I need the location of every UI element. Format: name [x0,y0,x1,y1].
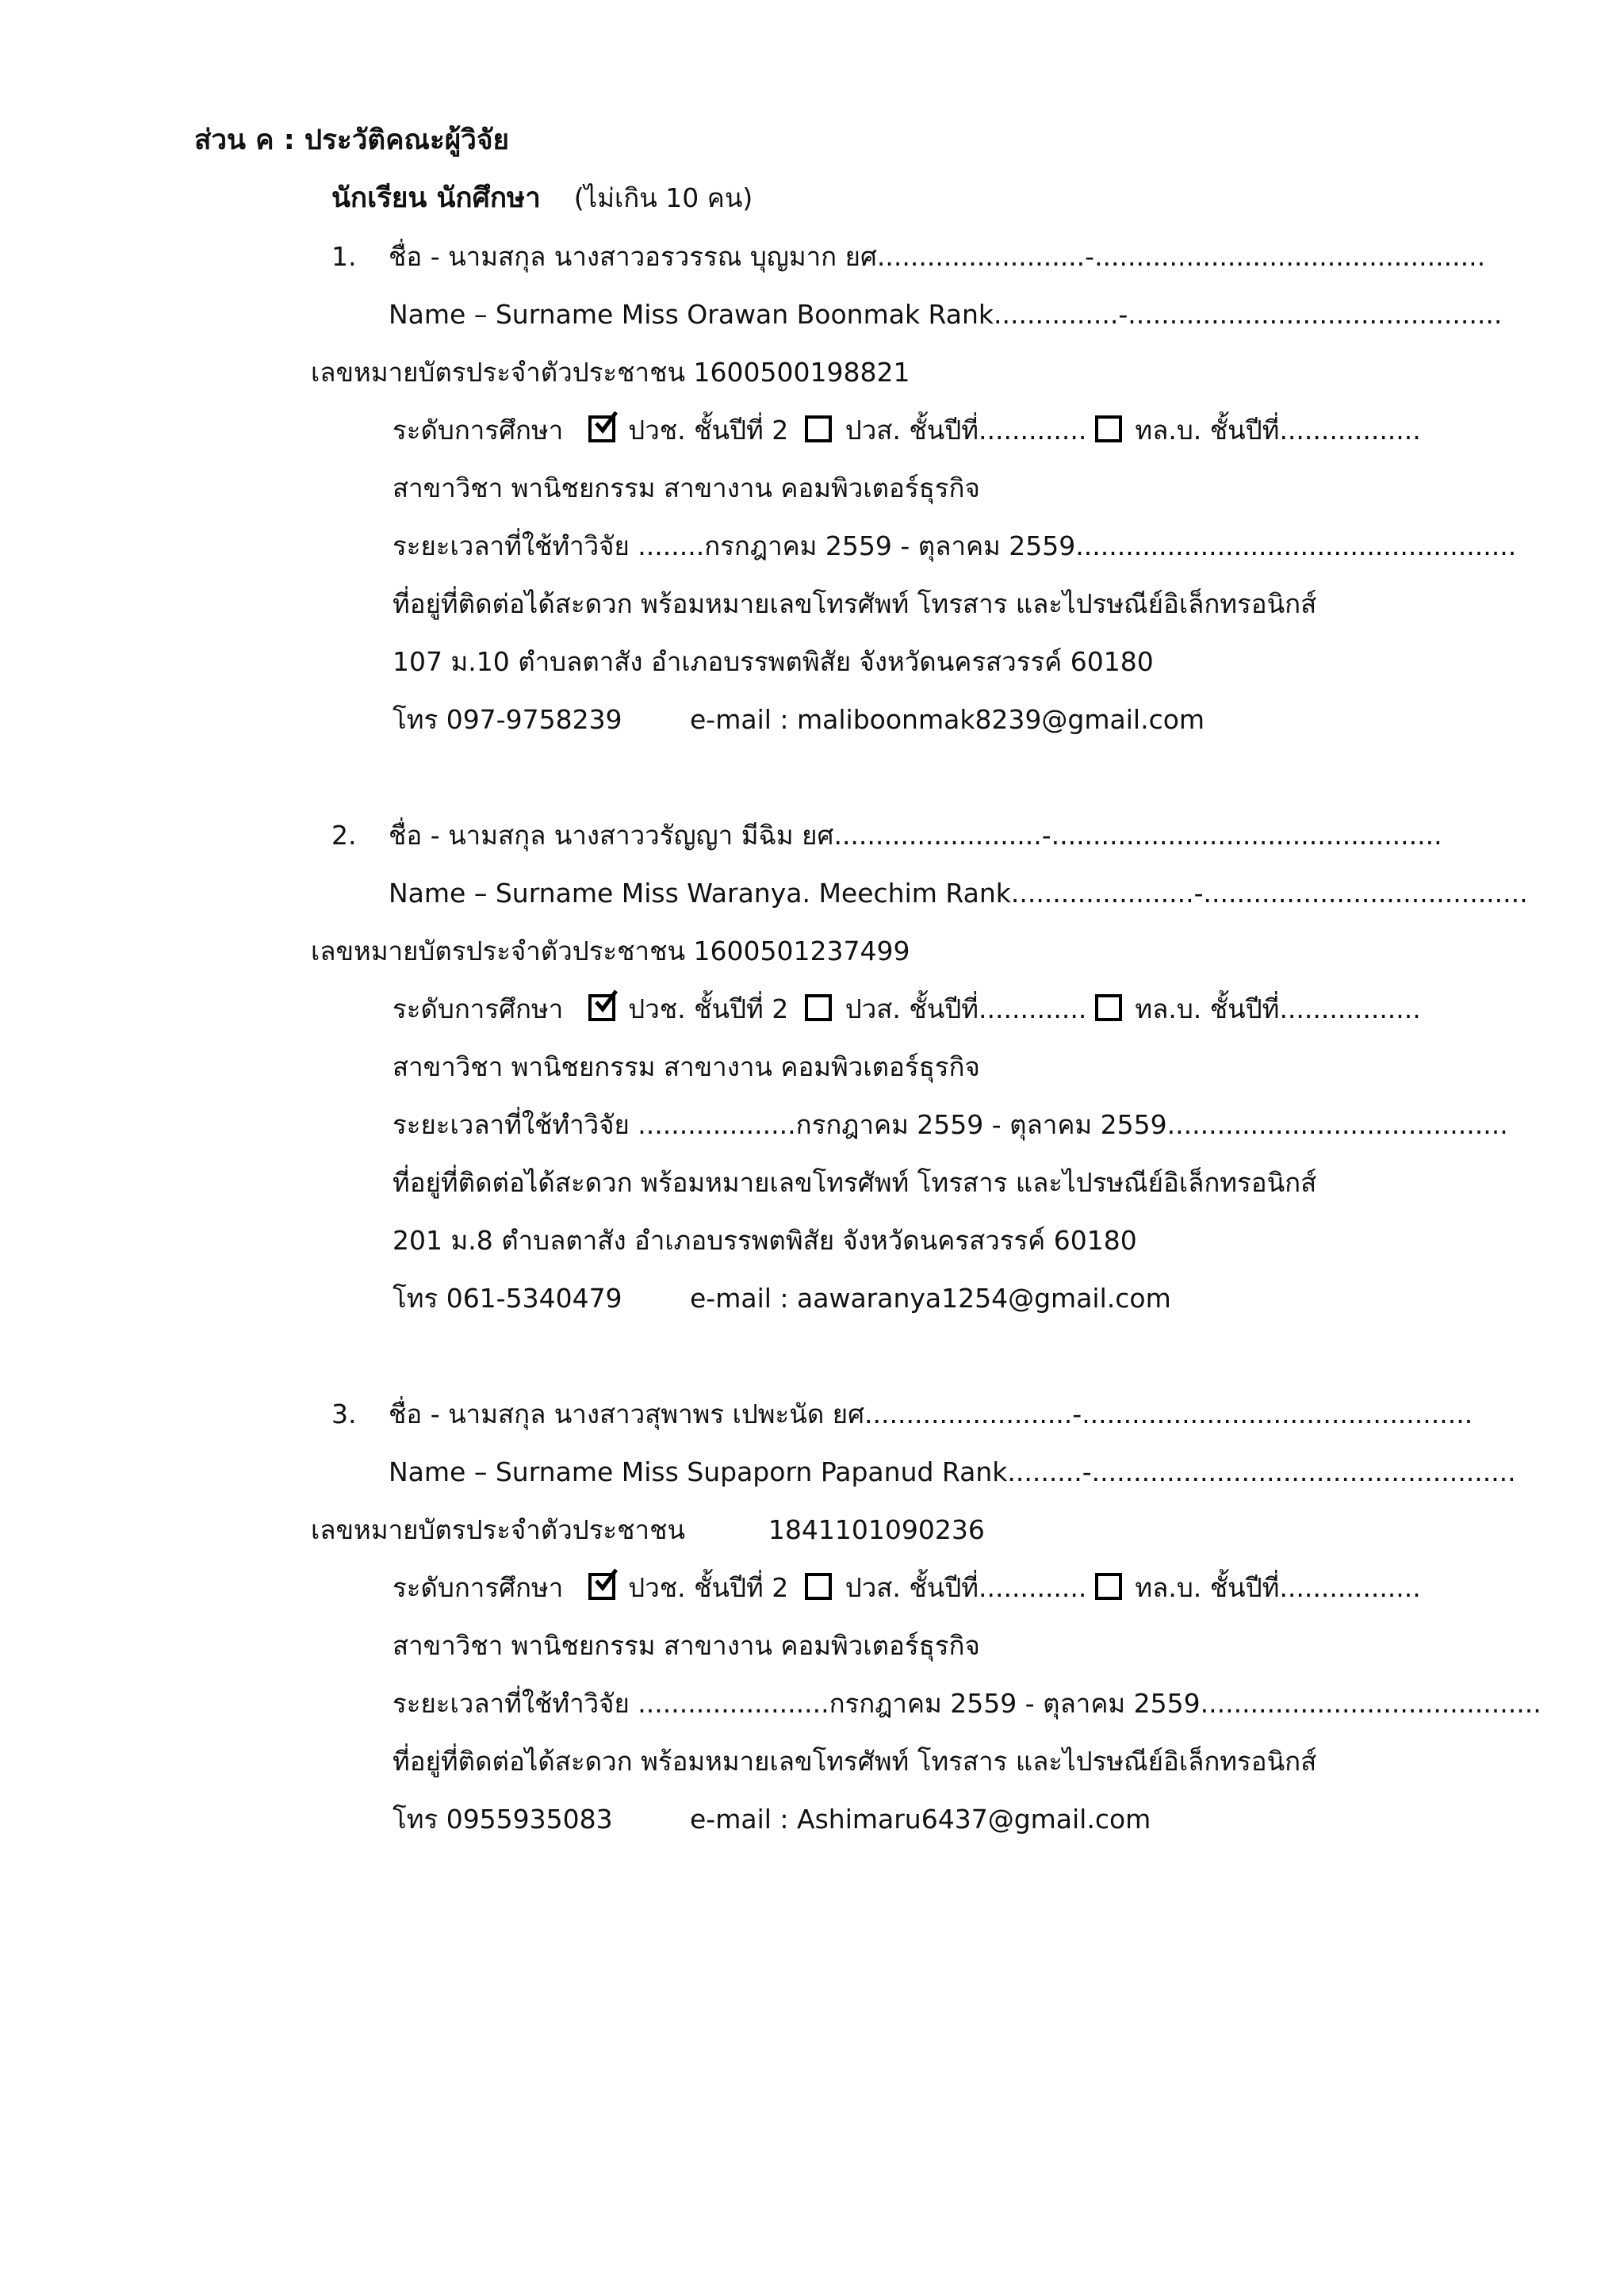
level-option-high-vocational: ปวส. ชั้นปีที่............. [845,1572,1087,1603]
empty-checkbox [805,415,832,442]
level-option-high-vocational: ปวส. ชั้นปีที่............. [845,415,1087,446]
id-card-line: เลขหมายบัตรประจำตัวประชาชน 1600500198821 [311,357,910,388]
subheading [331,181,753,216]
research-period-line: ระยะเวลาที่ใช้ทำวิจัย ........กรกฎาคม 2559 - ตุลาคม 2559..................................................... [393,530,1517,561]
checked-checkbox [588,994,615,1021]
education-level-line [393,992,1421,1027]
thai-name-line: ชื่อ - นามสกุล นางสาวสุพาพร เปพะนัด ยศ.........................-............................................... [389,1399,1473,1429]
contact-label: ที่อยู่ที่ติดต่อได้สะดวก พร้อมหมายเลขโทรศัพท์ โทรสาร และไปรษณีย์อิเล็กทรอนิกส์ [393,1167,1317,1198]
contact-label: ที่อยู่ที่ติดต่อได้สะดวก พร้อมหมายเลขโทรศัพท์ โทรสาร และไปรษณีย์อิเล็กทรอนิกส์ [393,1746,1317,1777]
education-level-line [393,413,1421,448]
level-option-vocational: ปวช. ชั้นปีที่ 2 [628,993,789,1024]
level-option-vocational: ปวช. ชั้นปีที่ 2 [628,415,789,446]
email: e-mail : maliboonmak8239@gmail.com [690,704,1205,735]
education-level-label: ระดับการศึกษา [393,993,564,1024]
subheading-note: (ไม่เกิน 10 คน) [573,182,753,213]
contact-label: ที่อยู่ที่ติดต่อได้สะดวก พร้อมหมายเลขโทรศัพท์ โทรสาร และไปรษณีย์อิเล็กทรอนิกส์ [393,588,1317,619]
education-level-line [393,1571,1421,1605]
level-option-vocational: ปวช. ชั้นปีที่ 2 [628,1572,789,1603]
email: e-mail : aawaranya1254@gmail.com [690,1283,1171,1314]
checked-checkbox [588,1573,615,1600]
level-option-bachelor: ทล.บ. ชั้นปีที่................. [1135,1572,1421,1603]
check-mark-icon [590,1565,622,1597]
research-period-line: ระยะเวลาที่ใช้ทำวิจัย .......................กรกฎาคม 2559 - ตุลาคม 2559......................................... [393,1688,1542,1719]
thai-name-line: ชื่อ - นามสกุล นางสาวอรวรรณ บุญมาก ยศ.........................-............................................... [389,241,1486,272]
empty-checkbox [1095,994,1122,1021]
researcher-number: 2. [331,820,357,851]
level-option-high-vocational: ปวส. ชั้นปีที่............. [845,993,1087,1024]
level-option-bachelor: ทล.บ. ชั้นปีที่................. [1135,993,1421,1024]
empty-checkbox [805,1573,832,1600]
level-option-bachelor: ทล.บ. ชั้นปีที่................. [1135,415,1421,446]
section-heading: ส่วน ค : ประวัติคณะผู้วิจัย [194,124,509,156]
id-card-line: เลขหมายบัตรประจำตัวประชาชน 1600501237499 [311,936,910,966]
english-name-line: Name – Surname Miss Orawan Boonmak Rank...............-............................................. [389,299,1503,330]
researcher-number: 3. [331,1399,357,1429]
empty-checkbox [1095,1573,1122,1600]
english-name-line: Name – Surname Miss Waranya. Meechim Rank......................-....................................... [389,878,1528,909]
subheading-bold: นักเรียน นักศึกษา [331,182,541,214]
research-period-line: ระยะเวลาที่ใช้ทำวิจัย ...................กรกฎาคม 2559 - ตุลาคม 2559......................................... [393,1109,1508,1140]
check-mark-icon [590,408,622,439]
major-line: สาขาวิชา พานิชยกรรม สาขางาน คอมพิวเตอร์ธุรกิจ [393,473,980,503]
major-line: สาขาวิชา พานิชยกรรม สาขางาน คอมพิวเตอร์ธุรกิจ [393,1630,980,1661]
education-level-label: ระดับการศึกษา [393,1572,564,1603]
education-level-label: ระดับการศึกษา [393,415,564,446]
major-line: สาขาวิชา พานิชยกรรม สาขางาน คอมพิวเตอร์ธุรกิจ [393,1051,980,1082]
thai-name-line: ชื่อ - นามสกุล นางสาววรัญญา มีฉิม ยศ.........................-............................................... [389,820,1442,851]
empty-checkbox [1095,415,1122,442]
phone: โทร 097-9758239 [393,704,622,735]
english-name-line: Name – Surname Miss Supaporn Papanud Rank.........-................................................... [389,1456,1516,1487]
address-line: 201 ม.8 ตำบลตาสัง อำเภอบรรพตพิสัย จังหวัดนครสวรรค์ 60180 [393,1225,1137,1256]
check-mark-icon [590,986,622,1018]
address-line: 107 ม.10 ตำบลตาสัง อำเภอบรรพตพิสัย จังหวัดนครสวรรค์ 60180 [393,646,1154,677]
phone: โทร 0955935083 [393,1804,613,1835]
id-card-line: เลขหมายบัตรประจำตัวประชาชน 1841101090236 [311,1514,985,1545]
checked-checkbox [588,415,615,442]
phone: โทร 061-5340479 [393,1283,622,1314]
email: e-mail : Ashimaru6437@gmail.com [690,1804,1151,1835]
researcher-number: 1. [331,241,357,272]
empty-checkbox [805,994,832,1021]
